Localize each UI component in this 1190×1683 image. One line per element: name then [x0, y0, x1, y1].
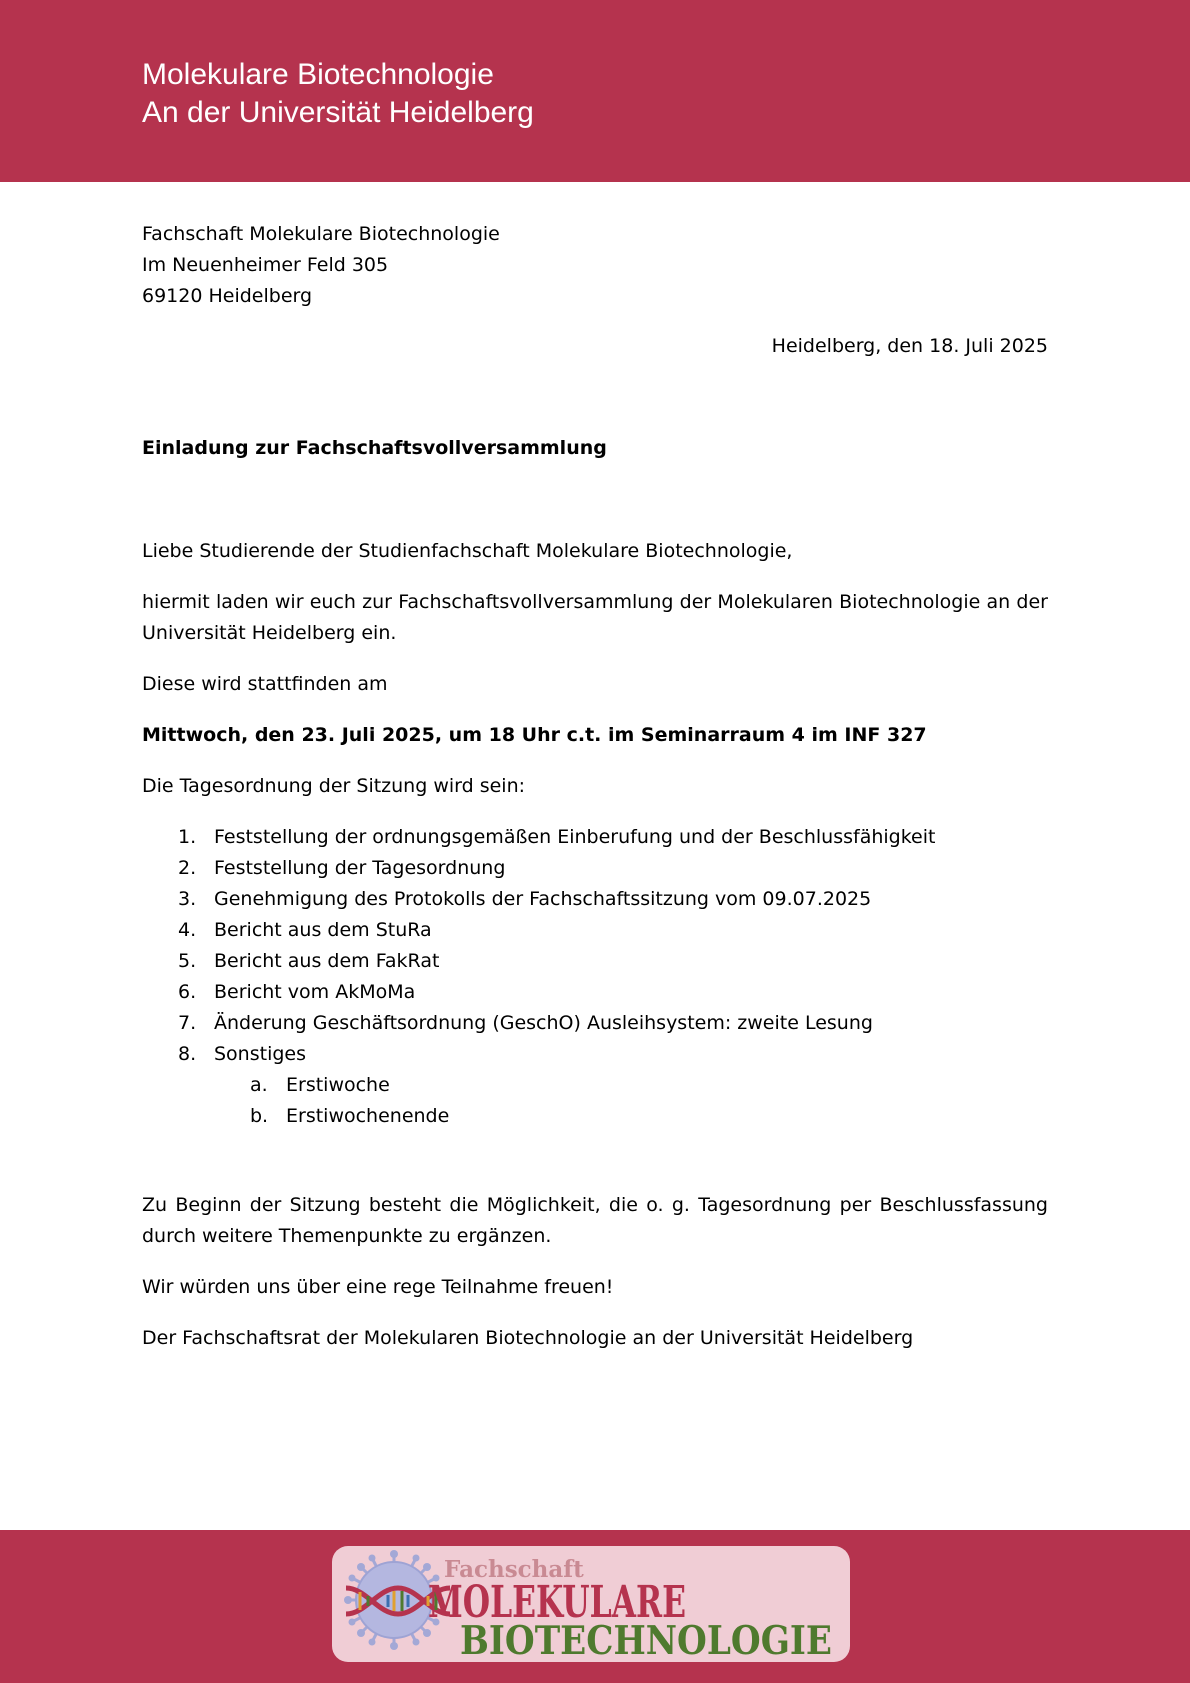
- footer-band: [0, 1530, 1190, 1683]
- header-title-line1: Molekulare Biotechnologie: [142, 58, 494, 91]
- agenda-item: 8. Sonstiges: [178, 1043, 307, 1065]
- sender-name: Fachschaft Molekulare Biotechnologie: [142, 223, 500, 245]
- letter-body: [142, 536, 1048, 1132]
- sender-city: 69120 Heidelberg: [142, 285, 313, 307]
- agenda-subitem: a. Erstiwoche: [250, 1074, 390, 1096]
- event-intro: Diese wird stattfinden am: [142, 673, 388, 695]
- agenda-sublist: [142, 1070, 1048, 1132]
- agenda-item: 6. Bericht vom AkMoMa: [178, 981, 416, 1003]
- header-title-line2: An der Universität Heidelberg: [142, 96, 534, 129]
- logo-word-molekulare: MOLEKULARE: [428, 1577, 686, 1628]
- agenda-item: 1. Feststellung der ordnungsgemäßen Einberufung und der Beschlussfähigkeit: [178, 826, 936, 848]
- closing-paragraph: Zu Beginn der Sitzung besteht die Möglichkeit, die o. g. Tagesordnung per Beschlussfassung durch weitere Themenpunkte zu ergänzen.: [142, 1194, 1048, 1247]
- agenda-item: 4. Bericht aus dem StuRa: [178, 919, 432, 941]
- agenda-item: 3. Genehmigung des Protokolls der Fachschaftssitzung vom 09.07.2025: [178, 888, 872, 910]
- logo-word-fachschaft: Fachschaft: [444, 1556, 584, 1583]
- signature: Der Fachschaftsrat der Molekularen Biotechnologie an der Universität Heidelberg: [142, 1327, 914, 1349]
- closing-thanks: Wir würden uns über eine rege Teilnahme freuen!: [142, 1276, 614, 1298]
- letter-subject: Einladung zur Fachschaftsvollversammlung: [142, 437, 607, 459]
- agenda-list: [142, 822, 1048, 1070]
- invitation-paragraph: hiermit laden wir euch zur Fachschaftsvollversammlung der Molekularen Biotechnologie an der Universität Heidelberg ein.: [142, 591, 1048, 644]
- letter-closing: [142, 1190, 1048, 1374]
- greeting: Liebe Studierende der Studienfachschaft Molekulare Biotechnologie,: [142, 540, 793, 562]
- agenda-intro: Die Tagesordnung der Sitzung wird sein:: [142, 775, 526, 797]
- header-band: [0, 0, 1190, 182]
- agenda-item: 7. Änderung Geschäftsordnung (GeschO) Ausleihsystem: zweite Lesung: [178, 1012, 873, 1034]
- fachschaft-logo: [332, 1546, 850, 1662]
- sender-address: [142, 219, 1048, 312]
- logo-graphic: [332, 1546, 850, 1662]
- logo-word-biotechnologie: BIOTECHNOLOGIE: [460, 1618, 832, 1662]
- agenda-item: 5. Bericht aus dem FakRat: [178, 950, 440, 972]
- agenda-subitem: b. Erstiwochenende: [250, 1105, 450, 1127]
- letter-date: Heidelberg, den 18. Juli 2025: [771, 335, 1048, 357]
- sender-street: Im Neuenheimer Feld 305: [142, 254, 389, 276]
- event-details: Mittwoch, den 23. Juli 2025, um 18 Uhr c.t. im Seminarraum 4 im INF 327: [142, 724, 927, 746]
- agenda-item: 2. Feststellung der Tagesordnung: [178, 857, 506, 879]
